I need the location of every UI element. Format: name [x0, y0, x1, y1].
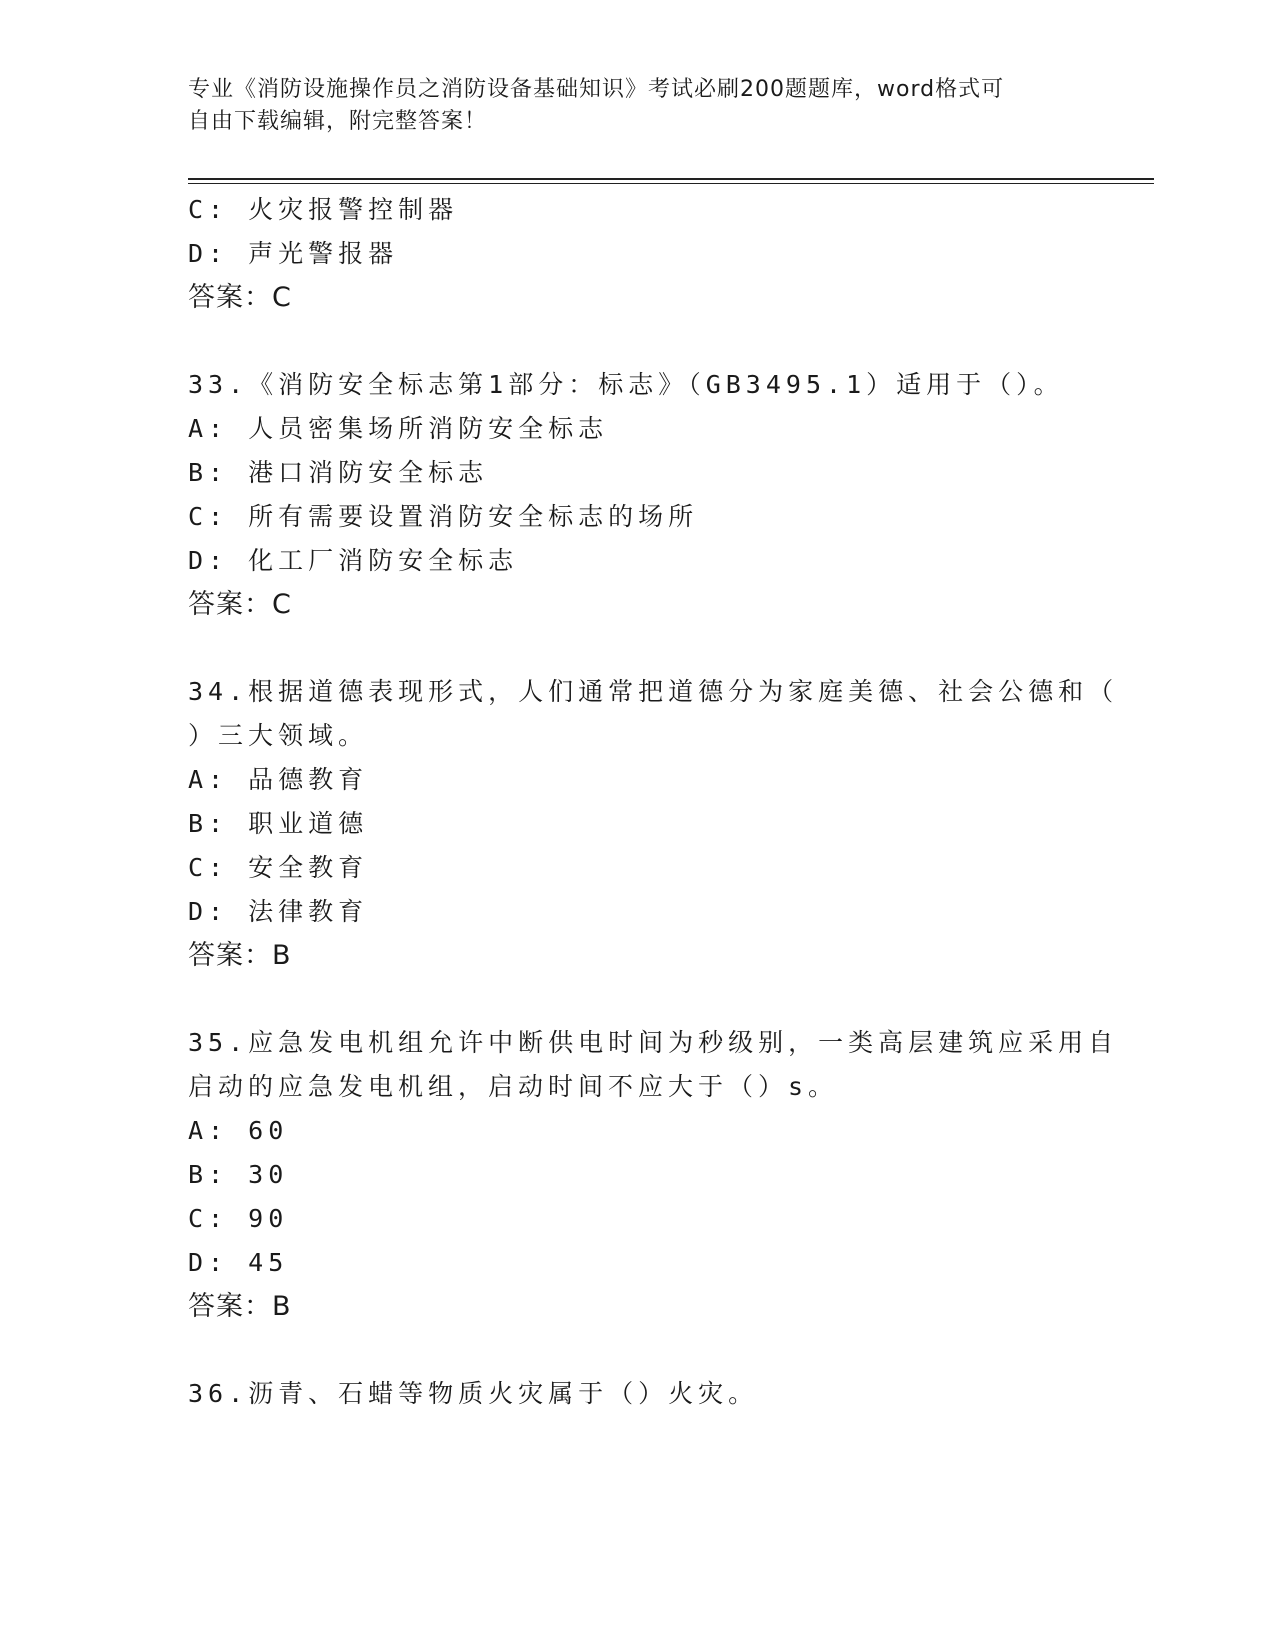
q34-answer: 答案：B: [188, 940, 292, 971]
q33-option-a: A: 人员密集场所消防安全标志: [188, 414, 609, 443]
q34-option-b: B: 职业道德: [188, 809, 369, 838]
q36-stem: 36.沥青、石蜡等物质火灾属于（）火灾。: [188, 1379, 759, 1408]
q33-answer: 答案：C: [188, 589, 292, 620]
header-divider-thin: [188, 183, 1154, 184]
document-header: [188, 74, 1088, 138]
q32-answer: 答案：C: [188, 282, 292, 313]
header-line-1: 专业《消防设施操作员之消防设备基础知识》考试必刷200题题库，word格式可: [188, 77, 1005, 102]
q35-option-c: C: 90: [188, 1204, 289, 1233]
q34-stem-line-1: 34.根据道德表现形式，人们通常把道德分为家庭美德、社会公德和（: [188, 677, 1119, 706]
q33-option-d: D: 化工厂消防安全标志: [188, 546, 519, 575]
q35-stem-line-1: 35.应急发电机组允许中断供电时间为秒级别，一类高层建筑应采用自: [188, 1028, 1119, 1057]
q34-option-a: A: 品德教育: [188, 765, 369, 794]
q32-option-d: D: 声光警报器: [188, 239, 399, 268]
q35-option-d: D: 45: [188, 1248, 289, 1277]
q33-option-c: C: 所有需要设置消防安全标志的场所: [188, 502, 699, 531]
q35-answer: 答案：B: [188, 1291, 292, 1322]
q34-option-c: C: 安全教育: [188, 853, 369, 882]
header-divider-thick: [188, 178, 1154, 180]
q33-option-b: B: 港口消防安全标志: [188, 458, 489, 487]
q35-option-a: A: 60: [188, 1116, 289, 1145]
q34-option-d: D: 法律教育: [188, 897, 369, 926]
q32-option-c: C: 火灾报警控制器: [188, 195, 459, 224]
q35-stem-line-2: 启动的应急发电机组，启动时间不应大于（）s。: [188, 1072, 839, 1101]
q34-stem-line-2: ）三大领域。: [188, 721, 369, 750]
q33-stem: 33.《消防安全标志第1部分：标志》（GB3495.1）适用于（）。: [188, 370, 1064, 399]
q35-option-b: B: 30: [188, 1160, 289, 1189]
header-line-2: 自由下载编辑，附完整答案！: [188, 109, 488, 134]
